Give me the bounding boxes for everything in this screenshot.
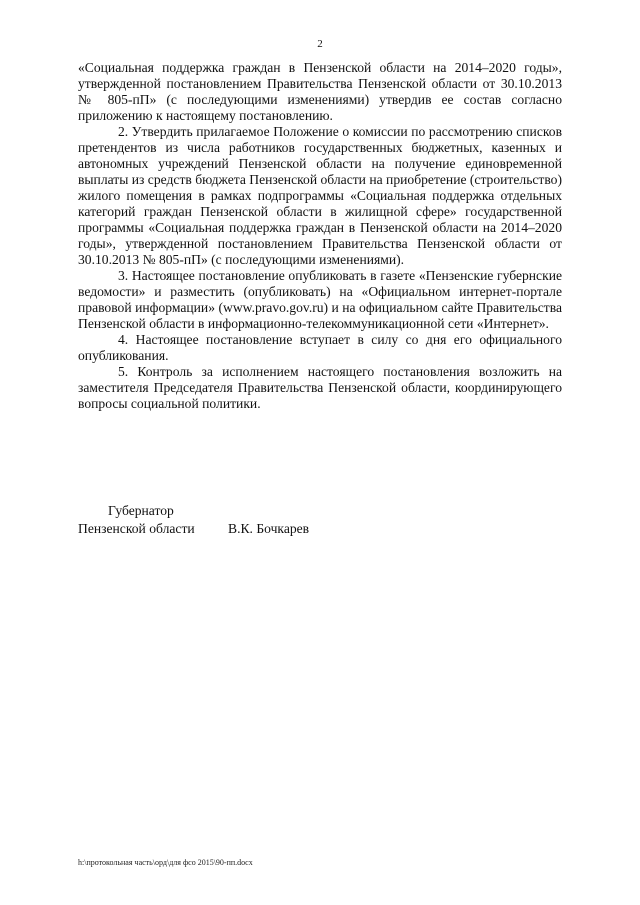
file-path-footer: h:\протокольная часть\орд\для фсо 2015\90-пп.docx [78, 858, 253, 867]
signature-block [78, 502, 498, 538]
signatory-title: Губернатор [108, 503, 174, 518]
document-body [78, 60, 562, 412]
signatory-name: В.К. Бочкарев [228, 521, 310, 536]
paragraph-item-3: 3. Настоящее постановление опубликовать в газете «Пензенские губернские ведомости» и разместить (опубликовать) на «Официальном интернет-портале правовой информации» (www.pravo.gov.ru) и на официальном сайте Правительства Пензенской области в информационно-телекоммуникационной сети «Интернет». [78, 268, 562, 331]
paragraph-item-2: 2. Утвердить прилагаемое Положение о комиссии по рассмотрению списков претендентов из числа работников государственных бюджетных, казенных и автономных учреждений Пензенской области на получение единовременной выплаты из средств бюджета Пензенской области на приобретение (строительство) жилого помещения в рамках подпрограммы «Социальная поддержка отдельных категорий граждан Пензенской области в жилищной сфере» государственной программы «Социальная поддержка граждан в Пензенской области на 2014–2020 годы», утвержденной постановлением Правительства Пензенской области от 30.10.2013 № 805-пП» (с последующими изменениями). [78, 124, 563, 267]
signatory-row [78, 520, 498, 538]
paragraph-item-4: 4. Настоящее постановление вступает в силу со дня его официального опубликования. [78, 332, 562, 363]
paragraph-continuation: «Социальная поддержка граждан в Пензенской области на 2014–2020 годы», утвержденной постановлением Правительства Пензенской области от 30.10.2013 № 805-пП» (с последующими изменениями) утвердив ее состав согласно приложению к настоящему постановлению. [78, 60, 562, 123]
paragraph-item-5: 5. Контроль за исполнением настоящего постановления возложить на заместителя Председателя Правительства Пензенской области, координирующего вопросы социальной политики. [78, 364, 562, 411]
page-number: 2 [317, 38, 323, 50]
signatory-region: Пензенской области [78, 521, 195, 536]
